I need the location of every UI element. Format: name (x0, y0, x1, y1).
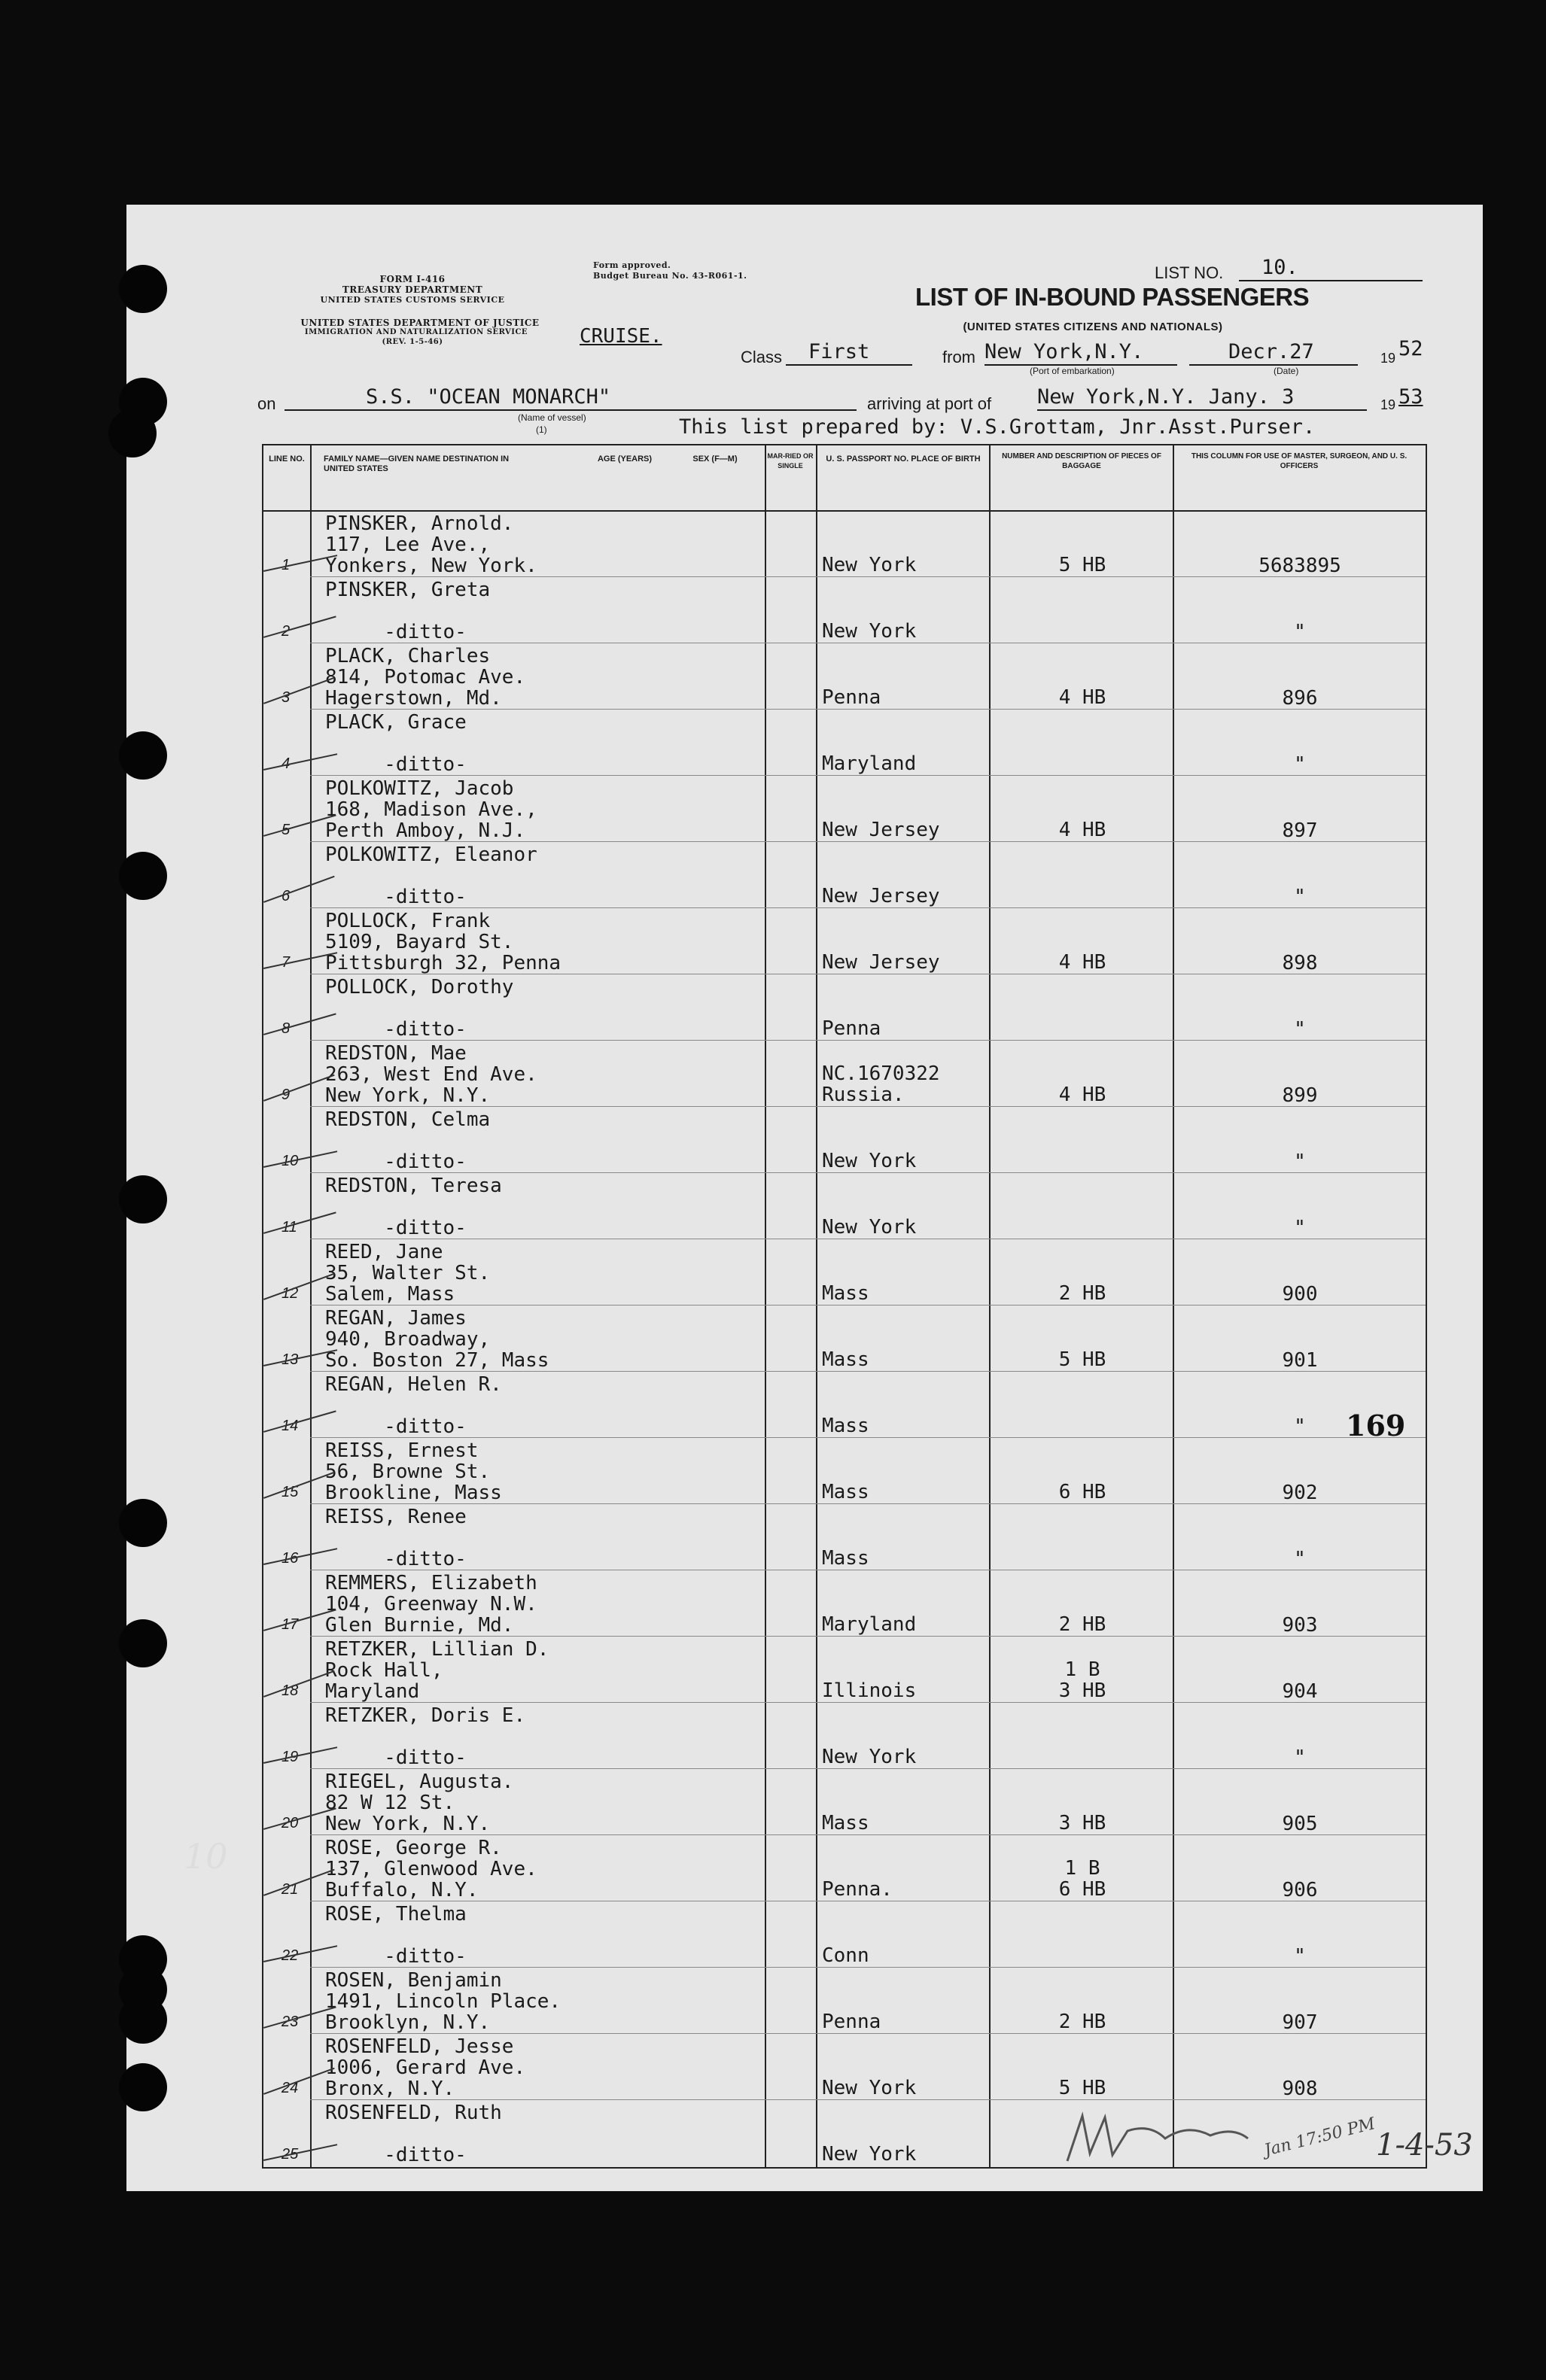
document-title: LIST OF IN-BOUND PASSENGERS (915, 283, 1310, 311)
table-row (263, 909, 1426, 974)
line-number: 11 (282, 1219, 297, 1236)
birthplace: NC.1670322 Russia. (822, 1062, 940, 1106)
table-row (263, 777, 1426, 842)
binder-hole (119, 1175, 167, 1223)
binder-hole (119, 2063, 167, 2111)
baggage: 3 HB (1058, 1812, 1106, 1834)
passenger-name-address: REDSTON, Mae 263, West End Ave. New York, N.Y. (325, 1042, 537, 1107)
birthplace: Maryland (822, 1613, 917, 1636)
officer-number: 898 (1282, 952, 1318, 974)
birthplace: Mass (822, 1812, 869, 1834)
baggage: 4 HB (1058, 686, 1106, 709)
from-label: from (942, 348, 975, 366)
table-row (263, 578, 1426, 643)
line-number: 23 (282, 2014, 299, 2030)
table-row (263, 1041, 1426, 1107)
line-number: 21 (282, 1881, 299, 1898)
passenger-name-address: ROSENFELD, Jesse 1006, Gerard Ave. Bronx, N.Y. (325, 2035, 526, 2100)
baggage: 1 B 6 HB (1058, 1857, 1106, 1901)
line-number: 24 (282, 2080, 299, 2096)
passenger-name-address: REDSTON, Teresa -ditto- (325, 1175, 502, 1239)
birthplace: New York (822, 2077, 917, 2099)
passenger-name-address: POLKOWITZ, Eleanor -ditto- (325, 843, 537, 908)
table-row (263, 512, 1426, 577)
birthplace: New York (822, 1150, 917, 1172)
binder-hole (119, 1619, 167, 1667)
passenger-table (262, 444, 1427, 2169)
table-row (263, 1770, 1426, 1835)
service-name: UNITED STATES CUSTOMS SERVICE (320, 295, 505, 305)
baggage: 6 HB (1058, 1481, 1106, 1503)
officer-number: " (1294, 1018, 1306, 1041)
officer-number: 904 (1282, 1680, 1318, 1703)
baggage: 2 HB (1058, 1282, 1106, 1305)
passenger-name-address: ROSE, Thelma -ditto- (325, 1903, 467, 1968)
on-label: on (257, 394, 276, 413)
line-number: 18 (282, 1682, 299, 1699)
table-row (263, 1372, 1426, 1438)
officer-number: " (1294, 1150, 1306, 1173)
officer-number: 902 (1282, 1482, 1318, 1504)
arriving-label: arriving at port of (867, 394, 992, 413)
baggage: 5 HB (1058, 554, 1106, 576)
approval-note: Form approved. (593, 260, 671, 270)
binder-hole (119, 265, 167, 313)
table-row (263, 1174, 1426, 1239)
line-number: 13 (282, 1351, 299, 1368)
officer-number: " (1294, 1945, 1306, 1968)
birthplace: Mass (822, 1282, 869, 1305)
birthplace: New Jersey (822, 819, 940, 841)
passenger-name-address: POLKOWITZ, Jacob 168, Madison Ave., Perth Amboy, N.J. (325, 777, 537, 842)
binder-hole (119, 731, 167, 780)
justice-department: UNITED STATES DEPARTMENT OF JUSTICE (300, 318, 540, 328)
birthplace: New York (822, 554, 917, 576)
list-no-value: 10. (1261, 256, 1298, 279)
table-row (263, 710, 1426, 776)
officer-number: 903 (1282, 1614, 1318, 1637)
birthplace: New York (822, 620, 917, 643)
passenger-name-address: REMMERS, Elizabeth 104, Greenway N.W. Glen Burnie, Md. (325, 1572, 537, 1637)
vessel-caption-number: (1) (536, 424, 547, 435)
pen-tick-mark (263, 1472, 335, 1499)
officer-number: 897 (1282, 819, 1318, 842)
year-prefix-2: 19 (1380, 397, 1396, 412)
table-row (263, 1902, 1426, 1968)
pen-tick-mark (263, 2068, 335, 2095)
baggage: 4 HB (1058, 1084, 1106, 1106)
birthplace: New York (822, 1216, 917, 1239)
department-name: TREASURY DEPARTMENT (342, 284, 483, 295)
table-row (263, 1505, 1426, 1570)
line-number: 6 (282, 888, 291, 904)
birthplace: Mass (822, 1547, 869, 1570)
passenger-name-address: ROSEN, Benjamin 1491, Lincoln Place. Brooklyn, N.Y. (325, 1969, 561, 2034)
pen-tick-mark (263, 1273, 335, 1300)
binder-hole (119, 1499, 167, 1547)
officer-number: 5683895 (1258, 555, 1341, 577)
vessel-caption: (Name of vessel) (518, 412, 586, 423)
pen-tick-mark (263, 677, 335, 704)
table-row (263, 975, 1426, 1041)
line-number: 15 (282, 1484, 299, 1500)
birthplace: New York (822, 2143, 917, 2166)
passenger-name-address: RETZKER, Lillian D. Rock Hall, Maryland (325, 1638, 549, 1703)
baggage: 4 HB (1058, 951, 1106, 974)
table-row (263, 1704, 1426, 1769)
passenger-name-address: REDSTON, Celma -ditto- (325, 1108, 491, 1173)
line-number: 17 (282, 1616, 299, 1633)
col-name: FAMILY NAME—GIVEN NAME DESTINATION IN UNITED STATES (324, 454, 510, 473)
binder-hole (119, 852, 167, 900)
class-value: First (808, 340, 870, 363)
pen-tick-mark (263, 1670, 335, 1698)
line-number: 2 (282, 623, 291, 640)
year-arrival: 53 (1398, 385, 1423, 409)
binder-hole (108, 409, 157, 457)
passenger-name-address: POLLOCK, Dorothy -ditto- (325, 976, 514, 1041)
birthplace: New Jersey (822, 951, 940, 974)
from-port: New York,N.Y. (985, 340, 1144, 363)
arriving-port-date: New York,N.Y. Jany. 3 (1037, 385, 1295, 409)
table-row (263, 1439, 1426, 1504)
officer-number: 901 (1282, 1349, 1318, 1372)
page-stamp-169: 169 (1346, 1409, 1406, 1442)
birthplace: Mass (822, 1415, 869, 1437)
col-officers: THIS COLUMN FOR USE OF MASTER, SURGEON, AND U. S. OFFICERS (1191, 452, 1408, 470)
passenger-name-address: RIEGEL, Augusta. 82 W 12 St. New York, N.Y. (325, 1771, 514, 1835)
table-row (263, 1306, 1426, 1372)
officer-number: " (1294, 621, 1306, 643)
col-married: MAR-RIED OR SINGLE (767, 452, 814, 470)
passenger-name-address: POLLOCK, Frank 5109, Bayard St. Pittsburgh 32, Penna (325, 910, 561, 974)
pen-tick-mark (263, 1869, 335, 1896)
birthplace: Penna. (822, 1878, 893, 1901)
officer-number: 899 (1282, 1084, 1318, 1107)
officer-number: " (1294, 1746, 1306, 1769)
table-row (263, 644, 1426, 710)
immigration-service: IMMIGRATION AND NATURALIZATION SERVICE (304, 328, 528, 336)
passenger-name-address: REISS, Ernest 56, Browne St. Brookline, Mass (325, 1439, 502, 1504)
col-sex: SEX (F—M) (692, 454, 738, 464)
date-caption: (Date) (1274, 366, 1299, 376)
col-age: AGE (YEARS) (597, 454, 653, 464)
birthplace: Penna (822, 2011, 881, 2033)
birthplace: New York (822, 1746, 917, 1768)
birthplace: New Jersey (822, 885, 940, 907)
officer-number: 900 (1282, 1283, 1318, 1306)
year-from: 52 (1398, 337, 1423, 360)
birthplace: Mass (822, 1348, 869, 1371)
passenger-name-address: PLACK, Grace -ditto- (325, 711, 467, 776)
officer-number: 896 (1282, 687, 1318, 710)
revision-note: (REV. 1-5-46) (382, 338, 443, 346)
form-number: FORM I-416 (379, 274, 446, 284)
table-row (263, 2035, 1426, 2100)
line-number: 7 (282, 954, 291, 971)
pen-tick-mark (263, 876, 335, 903)
line-number: 5 (282, 822, 291, 838)
officer-number: 906 (1282, 1879, 1318, 1901)
passenger-name-address: ROSENFELD, Ruth -ditto- (325, 2102, 502, 2166)
passenger-name-address: PLACK, Charles 814, Potomac Ave. Hagerstown, Md. (325, 645, 526, 710)
col-baggage: NUMBER AND DESCRIPTION OF PIECES OF BAGGAGE (1002, 452, 1161, 470)
table-row (263, 1637, 1426, 1703)
officer-number: " (1294, 1548, 1306, 1570)
baggage: 2 HB (1058, 2011, 1106, 2033)
passenger-name-address: RETZKER, Doris E. -ditto- (325, 1704, 526, 1769)
prepared-by: This list prepared by: V.S.Grottam, Jnr.Asst.Purser. (679, 415, 1316, 439)
line-number: 16 (282, 1550, 299, 1567)
officer-number: " (1294, 753, 1306, 776)
officer-number: " (1294, 1217, 1306, 1239)
officer-number: 908 (1282, 2078, 1318, 2100)
baggage: 1 B 3 HB (1058, 1658, 1106, 1702)
table-row (263, 1968, 1426, 2034)
budget-bureau-note: Budget Bureau No. 43-R061-1. (593, 271, 747, 281)
pen-tick-mark (263, 1074, 335, 1102)
table-row (263, 843, 1426, 908)
line-number: 3 (282, 689, 291, 706)
line-number: 8 (282, 1020, 291, 1037)
passenger-name-address: REGAN, Helen R. -ditto- (325, 1373, 502, 1438)
officer-number: " (1294, 886, 1306, 908)
baggage: 4 HB (1058, 819, 1106, 841)
list-no-label: LIST NO. (1155, 263, 1224, 282)
birthplace: Penna (822, 1017, 881, 1040)
line-number: 9 (282, 1087, 291, 1103)
baggage: 5 HB (1058, 2077, 1106, 2099)
birthplace: Maryland (822, 752, 917, 775)
table-row (263, 1108, 1426, 1173)
line-number: 20 (282, 1815, 299, 1831)
passenger-name-address: REISS, Renee -ditto- (325, 1506, 467, 1570)
from-date: Decr.27 (1228, 340, 1314, 363)
document-subtitle: (UNITED STATES CITIZENS AND NATIONALS) (963, 321, 1223, 333)
line-number: 1 (282, 557, 291, 573)
birthplace: Conn (822, 1944, 869, 1967)
cruise-stamp: CRUISE. (580, 325, 662, 348)
passenger-name-address: REGAN, James 940, Broadway, So. Boston 27, Mass (325, 1307, 549, 1372)
col-passport-birth: U. S. PASSPORT NO. PLACE OF BIRTH (826, 454, 981, 464)
passenger-name-address: PINSKER, Greta -ditto- (325, 579, 491, 643)
baggage: 5 HB (1058, 1348, 1106, 1371)
line-number: 22 (282, 1947, 299, 1964)
table-row (263, 1836, 1426, 1901)
line-number: 19 (282, 1749, 299, 1765)
line-number: 12 (282, 1285, 299, 1302)
birthplace: Mass (822, 1481, 869, 1503)
officer-number: 907 (1282, 2011, 1318, 2034)
table-row (263, 1571, 1426, 1637)
line-number: 4 (282, 755, 291, 772)
birthplace: Illinois (822, 1679, 917, 1702)
officer-number: 905 (1282, 1813, 1318, 1835)
year-prefix: 19 (1380, 351, 1396, 366)
baggage: 2 HB (1058, 1613, 1106, 1636)
margin-mark: 10 (184, 1836, 228, 1877)
line-number: 14 (282, 1418, 299, 1434)
line-number: 10 (282, 1153, 299, 1169)
port-caption: (Port of embarkation) (1030, 366, 1115, 376)
table-row (263, 1240, 1426, 1306)
birthplace: Penna (822, 686, 881, 709)
col-line-no: LINE NO. (269, 454, 305, 464)
manifest-page (126, 205, 1483, 2191)
class-label: Class (741, 348, 783, 366)
officer-number: " (1294, 1415, 1306, 1438)
binder-hole (119, 1995, 167, 2044)
inspector-signature (1060, 2108, 1255, 2176)
passenger-name-address: PINSKER, Arnold. 117, Lee Ave., Yonkers, New York. (325, 512, 537, 577)
passenger-name-address: REED, Jane 35, Walter St. Salem, Mass (325, 1241, 491, 1306)
line-number: 25 (282, 2146, 299, 2163)
handwritten-time-stamp: Jan 17:50 PM (1262, 2114, 1377, 2160)
passenger-name-address: ROSE, George R. 137, Glenwood Ave. Buffalo, N.Y. (325, 1837, 537, 1901)
handwritten-date: 1-4-53 (1376, 2128, 1473, 2163)
vessel-name: S.S. "OCEAN MONARCH" (366, 385, 611, 409)
